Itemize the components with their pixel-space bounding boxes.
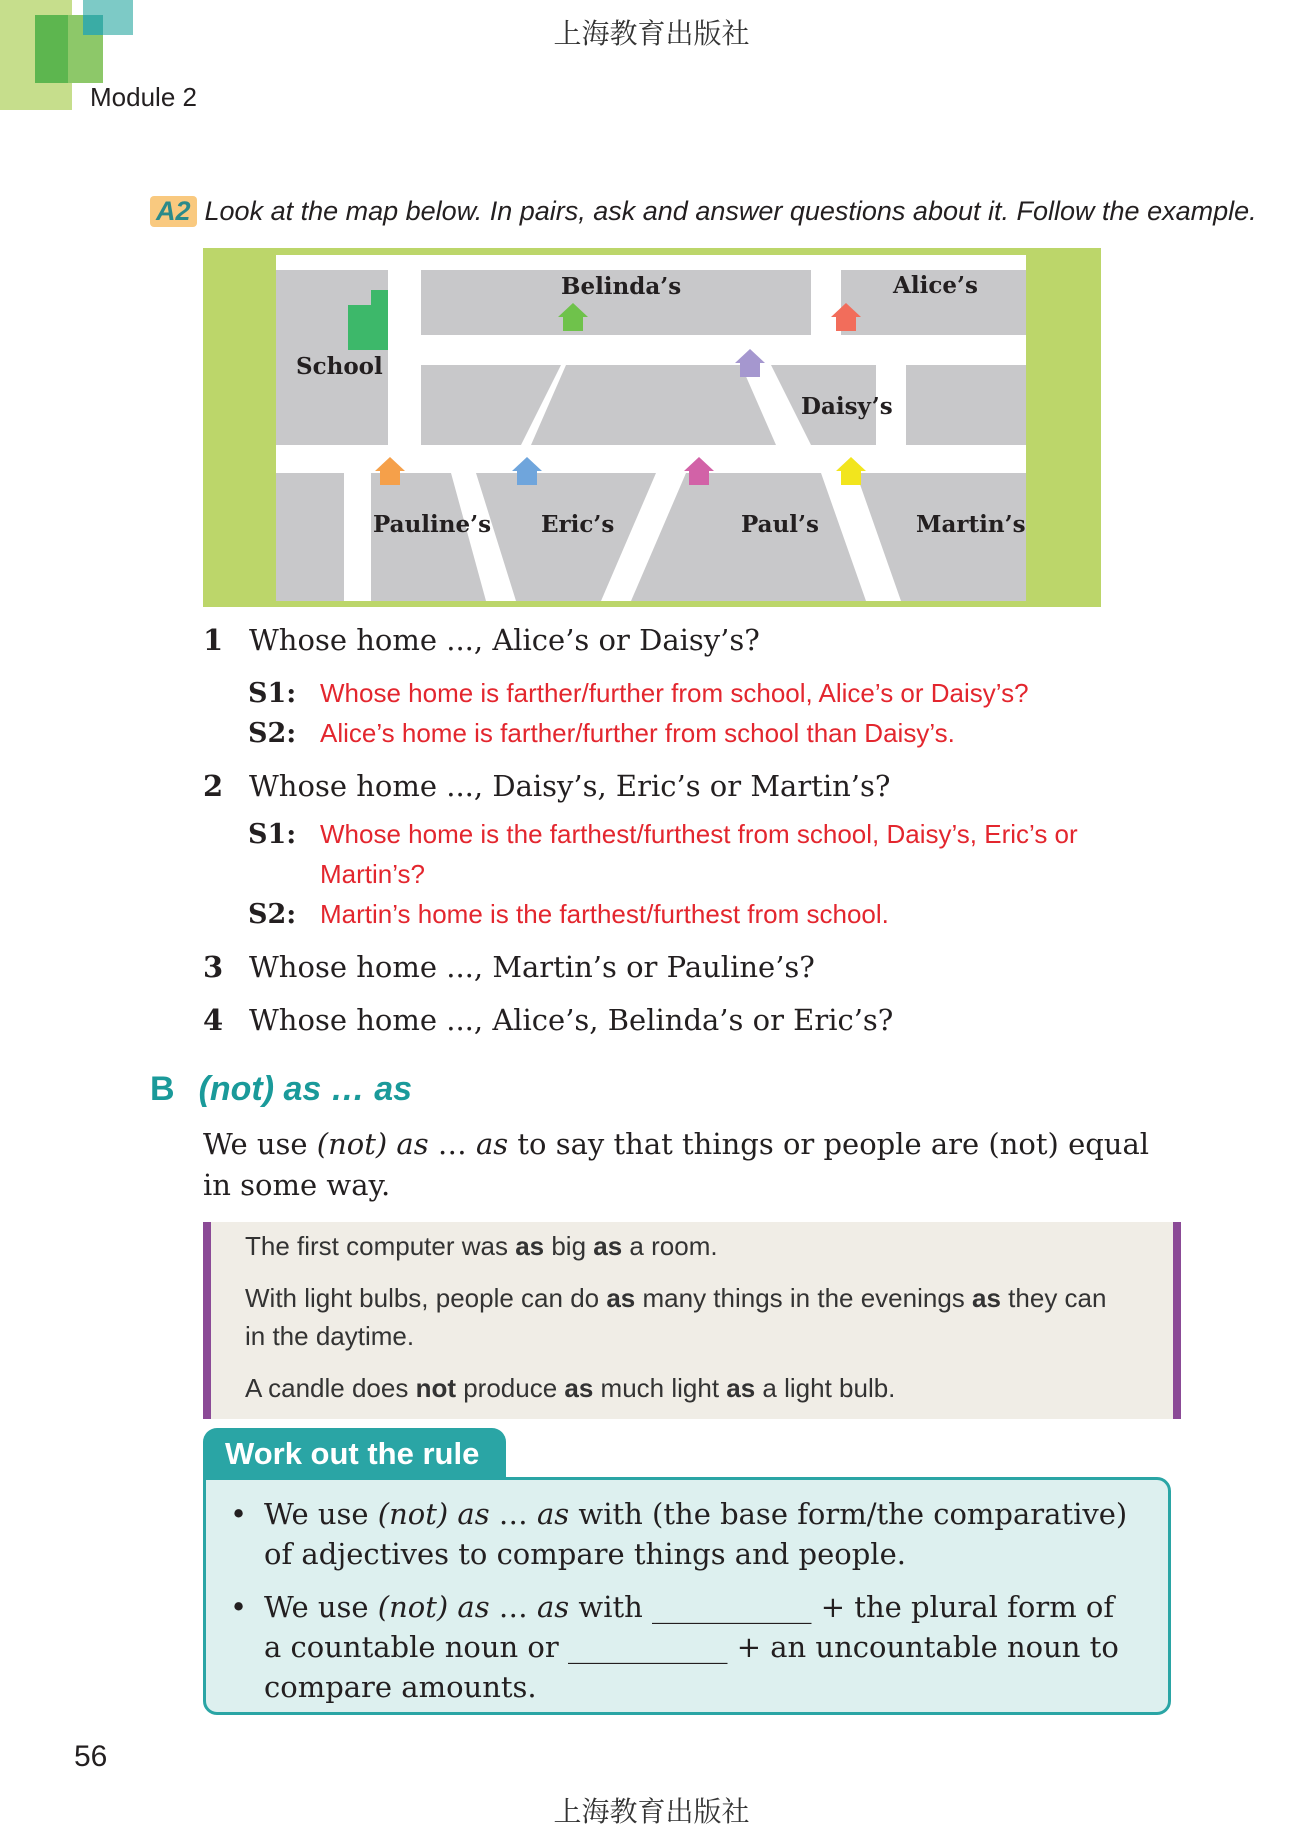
speaker-label: S2: [248, 718, 297, 749]
question-number: 4 [203, 1003, 224, 1037]
question-3 [203, 950, 815, 984]
page-number: 56 [74, 1740, 108, 1773]
bullet-icon: • [230, 1497, 248, 1531]
answer-text: Alice’s home is farther/further from school than Daisy’s. [320, 718, 955, 748]
rule-item-2: • We use (not) as … as with ___________ + the plural form of a countable noun or ___________ + an uncountable noun to compare amounts. [230, 1587, 1130, 1707]
answer-text: Whose home is the farthest/furthest from school, Daisy’s, Eric’s or [320, 819, 1078, 849]
answer-s1 [248, 819, 1078, 850]
question-text: Whose home ..., Alice’s, Belinda’s or Eric’s? [249, 1003, 894, 1037]
answer-s1-continued [248, 859, 425, 890]
map-label-school: School [296, 353, 383, 380]
examples-box [203, 1222, 1181, 1419]
section-letter: B [150, 1070, 175, 1108]
example-sentence-2: With light bulbs, people can do as many things in the evenings as they can [245, 1283, 1107, 1313]
module-label: Module 2 [90, 82, 197, 112]
map-label-martin: Martin’s [916, 511, 1026, 538]
speaker-label: S1: [248, 819, 297, 850]
exercise-badge: A2 [150, 196, 197, 227]
map-label-belinda: Belinda’s [561, 273, 682, 300]
example-sentence-2-continued: in the daytime. [245, 1321, 415, 1351]
map-area [276, 255, 1026, 601]
map-block [531, 365, 776, 445]
answer-text: Martin’s home is the farthest/furthest from school. [320, 899, 889, 929]
map-label-eric: Eric’s [541, 511, 615, 538]
publisher-header: 上海教育出版社 [553, 17, 750, 50]
answer-s1 [248, 678, 1029, 709]
question-1 [203, 623, 760, 657]
speaker-label: S2: [248, 899, 297, 930]
question-text: Whose home ..., Martin’s or Pauline’s? [249, 950, 815, 984]
map-label-paul: Paul’s [741, 511, 819, 538]
instruction-text: Look at the map below. In pairs, ask and answer questions about it. Follow the example. [204, 196, 1257, 226]
question-number: 3 [203, 950, 224, 984]
rule-box-title: Work out the rule [203, 1428, 506, 1480]
map-block [906, 365, 1026, 445]
map-figure [203, 248, 1101, 607]
rule-box [203, 1477, 1171, 1715]
example-sentence-1: The first computer was as big as a room. [245, 1231, 718, 1261]
question-text: Whose home ..., Daisy’s, Eric’s or Martin’s? [249, 769, 891, 803]
question-number: 1 [203, 623, 224, 657]
section-heading [150, 1070, 412, 1109]
question-2 [203, 769, 890, 803]
question-number: 2 [203, 769, 224, 803]
answer-s2 [248, 899, 889, 930]
answer-s2 [248, 718, 955, 749]
answer-text: Whose home is farther/further from school, Alice’s or Daisy’s? [320, 678, 1029, 708]
bullet-icon: • [230, 1590, 248, 1624]
map-label-pauline: Pauline’s [373, 511, 492, 538]
question-4 [203, 1003, 893, 1037]
map-label-daisy: Daisy’s [801, 393, 893, 420]
section-title: (not) as … as [198, 1070, 413, 1108]
rule-item-1: • We use (not) as … as with (the base form/the comparative) of adjectives to compare things and people. [230, 1494, 1130, 1574]
exercise-instruction [150, 196, 1257, 227]
example-sentence-3: A candle does not produce as much light as a light bulb. [245, 1373, 896, 1403]
map-label-alice: Alice’s [893, 272, 978, 299]
section-intro: We use (not) as … as to say that things or people are (not) equal in some way. [203, 1127, 1150, 1202]
map-block [276, 473, 344, 601]
question-text: Whose home ..., Alice’s or Daisy’s? [249, 623, 760, 657]
answer-text: Martin’s? [320, 859, 426, 889]
map-streets [276, 255, 1026, 601]
speaker-label: S1: [248, 678, 297, 709]
publisher-footer: 上海教育出版社 [553, 1795, 750, 1828]
